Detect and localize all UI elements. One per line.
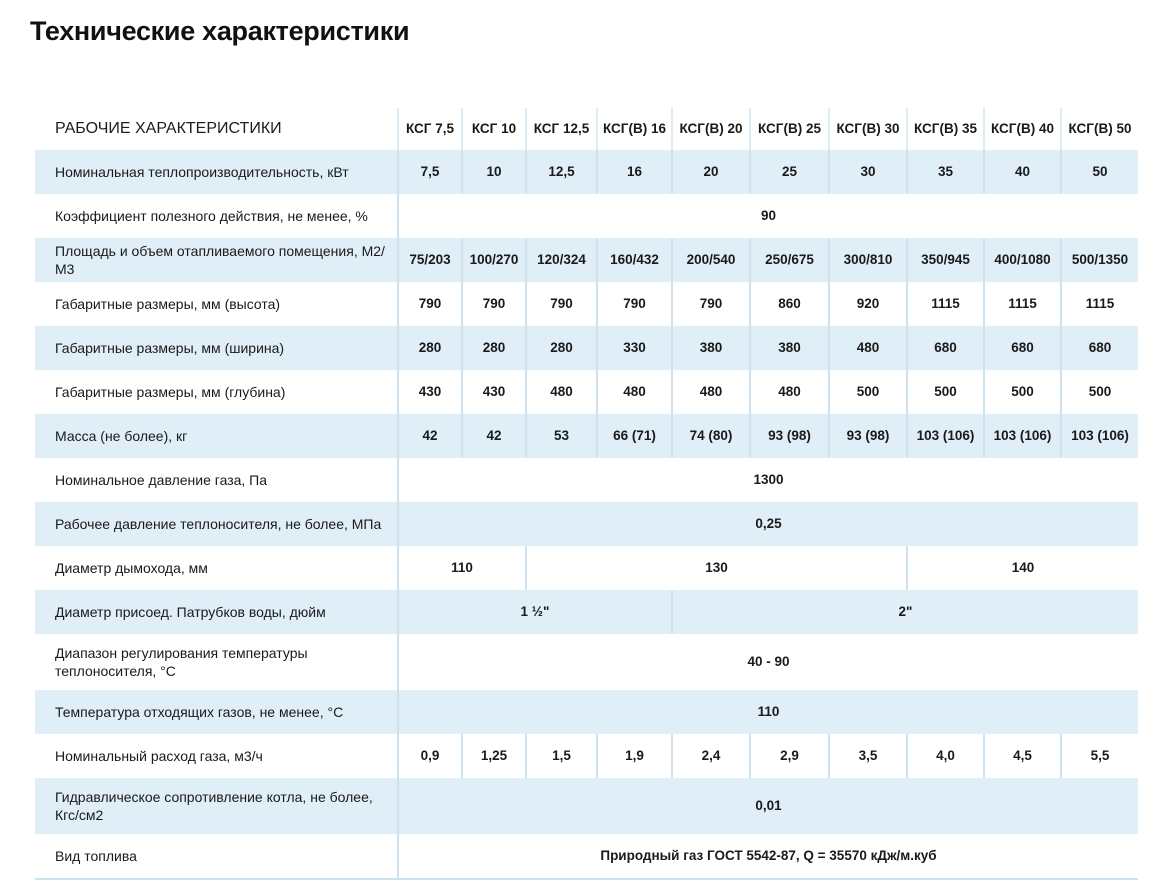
spec-label: Диаметр дымохода, мм	[55, 559, 208, 576]
spec-value: 93 (98)	[829, 414, 907, 458]
spec-value: 50	[1061, 150, 1138, 194]
spec-label: Номинальное давление газа, Па	[55, 471, 268, 488]
spec-value: 75/203	[398, 238, 462, 282]
spec-value: 500/1350	[1061, 238, 1138, 282]
spec-value: 1,25	[462, 734, 526, 778]
spec-value: 380	[672, 326, 750, 370]
specs-table	[35, 108, 1138, 880]
spec-value: 0,9	[398, 734, 462, 778]
spec-label: Масса (не более), кг	[55, 427, 188, 444]
spec-value: 4,0	[907, 734, 984, 778]
spec-value: 500	[907, 370, 984, 414]
spec-value: 860	[750, 282, 829, 326]
spec-value: 790	[597, 282, 672, 326]
table-row	[35, 834, 1138, 879]
header-label: РАБОЧИЕ ХАРАКТЕРИСТИКИ	[35, 108, 398, 150]
spec-value: 130	[526, 546, 907, 590]
spec-value: 1115	[907, 282, 984, 326]
spec-value: 30	[829, 150, 907, 194]
table-row	[35, 370, 1138, 414]
table-row	[35, 414, 1138, 458]
spec-value: 1,5	[526, 734, 597, 778]
header-model-col: КСГ(В) 20	[672, 108, 750, 150]
table-row	[35, 238, 1138, 282]
spec-value: 480	[672, 370, 750, 414]
spec-label: Вид топлива	[55, 847, 137, 864]
table-row	[35, 502, 1138, 546]
table-row	[35, 458, 1138, 502]
spec-label: Рабочее давление теплоносителя, не более, МПа	[55, 515, 382, 532]
header-row	[35, 108, 1138, 150]
spec-label: Габаритные размеры, мм (глубина)	[55, 383, 286, 400]
header-model-col: КСГ 7,5	[398, 108, 462, 150]
table-row	[35, 282, 1138, 326]
spec-value: 93 (98)	[750, 414, 829, 458]
header-model-col: КСГ(В) 30	[829, 108, 907, 150]
spec-value: 5,5	[1061, 734, 1138, 778]
spec-value: 1300	[398, 458, 1138, 502]
spec-value: 10	[462, 150, 526, 194]
spec-value: 110	[398, 690, 1138, 734]
spec-value: 680	[907, 326, 984, 370]
spec-value: 480	[526, 370, 597, 414]
spec-value: 4,5	[984, 734, 1061, 778]
spec-value: 0,01	[398, 778, 1138, 834]
spec-value: 90	[398, 194, 1138, 238]
spec-value: 0,25	[398, 502, 1138, 546]
spec-value: 480	[750, 370, 829, 414]
spec-value: 790	[462, 282, 526, 326]
spec-value: 3,5	[829, 734, 907, 778]
spec-label: Габаритные размеры, мм (ширина)	[55, 339, 285, 356]
spec-value: 100/270	[462, 238, 526, 282]
table-row	[35, 546, 1138, 590]
table-row	[35, 150, 1138, 194]
table-row	[35, 734, 1138, 778]
spec-value: 480	[597, 370, 672, 414]
spec-value: 42	[398, 414, 462, 458]
header-model-col: КСГ(В) 35	[907, 108, 984, 150]
spec-value: 1115	[1061, 282, 1138, 326]
spec-value: 35	[907, 150, 984, 194]
spec-value: Природный газ ГОСТ 5542-87, Q = 35570 кДж/м.куб	[398, 834, 1138, 879]
header-model-col: КСГ 12,5	[526, 108, 597, 150]
spec-value: 12,5	[526, 150, 597, 194]
spec-value: 920	[829, 282, 907, 326]
header-model-col: КСГ(В) 25	[750, 108, 829, 150]
spec-value: 16	[597, 150, 672, 194]
spec-value: 40 - 90	[398, 634, 1138, 690]
spec-value: 103 (106)	[984, 414, 1061, 458]
spec-value: 430	[462, 370, 526, 414]
spec-value: 500	[1061, 370, 1138, 414]
spec-value: 330	[597, 326, 672, 370]
spec-value: 790	[398, 282, 462, 326]
spec-value: 1115	[984, 282, 1061, 326]
spec-value: 40	[984, 150, 1061, 194]
spec-value: 1,9	[597, 734, 672, 778]
header-model-col: КСГ(В) 40	[984, 108, 1061, 150]
spec-value: 500	[829, 370, 907, 414]
spec-value: 280	[526, 326, 597, 370]
spec-value: 350/945	[907, 238, 984, 282]
spec-value: 790	[526, 282, 597, 326]
spec-value: 500	[984, 370, 1061, 414]
table-row	[35, 326, 1138, 370]
spec-value: 120/324	[526, 238, 597, 282]
spec-value: 110	[398, 546, 526, 590]
spec-label: Номинальная теплопроизводительность, кВт	[55, 163, 349, 180]
spec-value: 74 (80)	[672, 414, 750, 458]
spec-value: 380	[750, 326, 829, 370]
spec-value: 2"	[672, 590, 1138, 634]
spec-value: 103 (106)	[907, 414, 984, 458]
spec-value: 250/675	[750, 238, 829, 282]
spec-value: 66 (71)	[597, 414, 672, 458]
table-row	[35, 634, 1138, 690]
table-row	[35, 778, 1138, 834]
header-model-col: КСГ 10	[462, 108, 526, 150]
spec-value: 280	[398, 326, 462, 370]
table-row	[35, 590, 1138, 634]
spec-value: 25	[750, 150, 829, 194]
spec-value: 140	[907, 546, 1138, 590]
spec-value: 53	[526, 414, 597, 458]
spec-value: 400/1080	[984, 238, 1061, 282]
spec-value: 680	[1061, 326, 1138, 370]
spec-value: 2,9	[750, 734, 829, 778]
spec-label: Габаритные размеры, мм (высота)	[55, 295, 281, 312]
spec-value: 680	[984, 326, 1061, 370]
spec-value: 103 (106)	[1061, 414, 1138, 458]
spec-label: Номинальный расход газа, м3/ч	[55, 747, 263, 764]
spec-label: Площадь и объем отапливаемого помещения, М2/М3	[55, 242, 385, 277]
spec-value: 430	[398, 370, 462, 414]
spec-label: Диапазон регулирования температуры теплоносителя, °С	[55, 644, 308, 679]
table-row	[35, 690, 1138, 734]
spec-value: 7,5	[398, 150, 462, 194]
table-row	[35, 194, 1138, 238]
spec-value: 280	[462, 326, 526, 370]
spec-value: 42	[462, 414, 526, 458]
spec-value: 2,4	[672, 734, 750, 778]
spec-value: 790	[672, 282, 750, 326]
spec-value: 160/432	[597, 238, 672, 282]
spec-label: Гидравлическое сопротивление котла, не более, Кгс/см2	[55, 788, 373, 823]
spec-label: Температура отходящих газов, не менее, °С	[55, 703, 344, 720]
header-model-col: КСГ(В) 50	[1061, 108, 1138, 150]
spec-value: 480	[829, 326, 907, 370]
header-model-col: КСГ(В) 16	[597, 108, 672, 150]
spec-value: 300/810	[829, 238, 907, 282]
spec-value: 1 ½"	[398, 590, 672, 634]
spec-label: Коэффициент полезного действия, не менее, %	[55, 207, 368, 224]
page-title: Технические характеристики	[30, 16, 410, 46]
spec-label: Диаметр присоед. Патрубков воды, дюйм	[55, 603, 326, 620]
spec-value: 200/540	[672, 238, 750, 282]
spec-value: 20	[672, 150, 750, 194]
